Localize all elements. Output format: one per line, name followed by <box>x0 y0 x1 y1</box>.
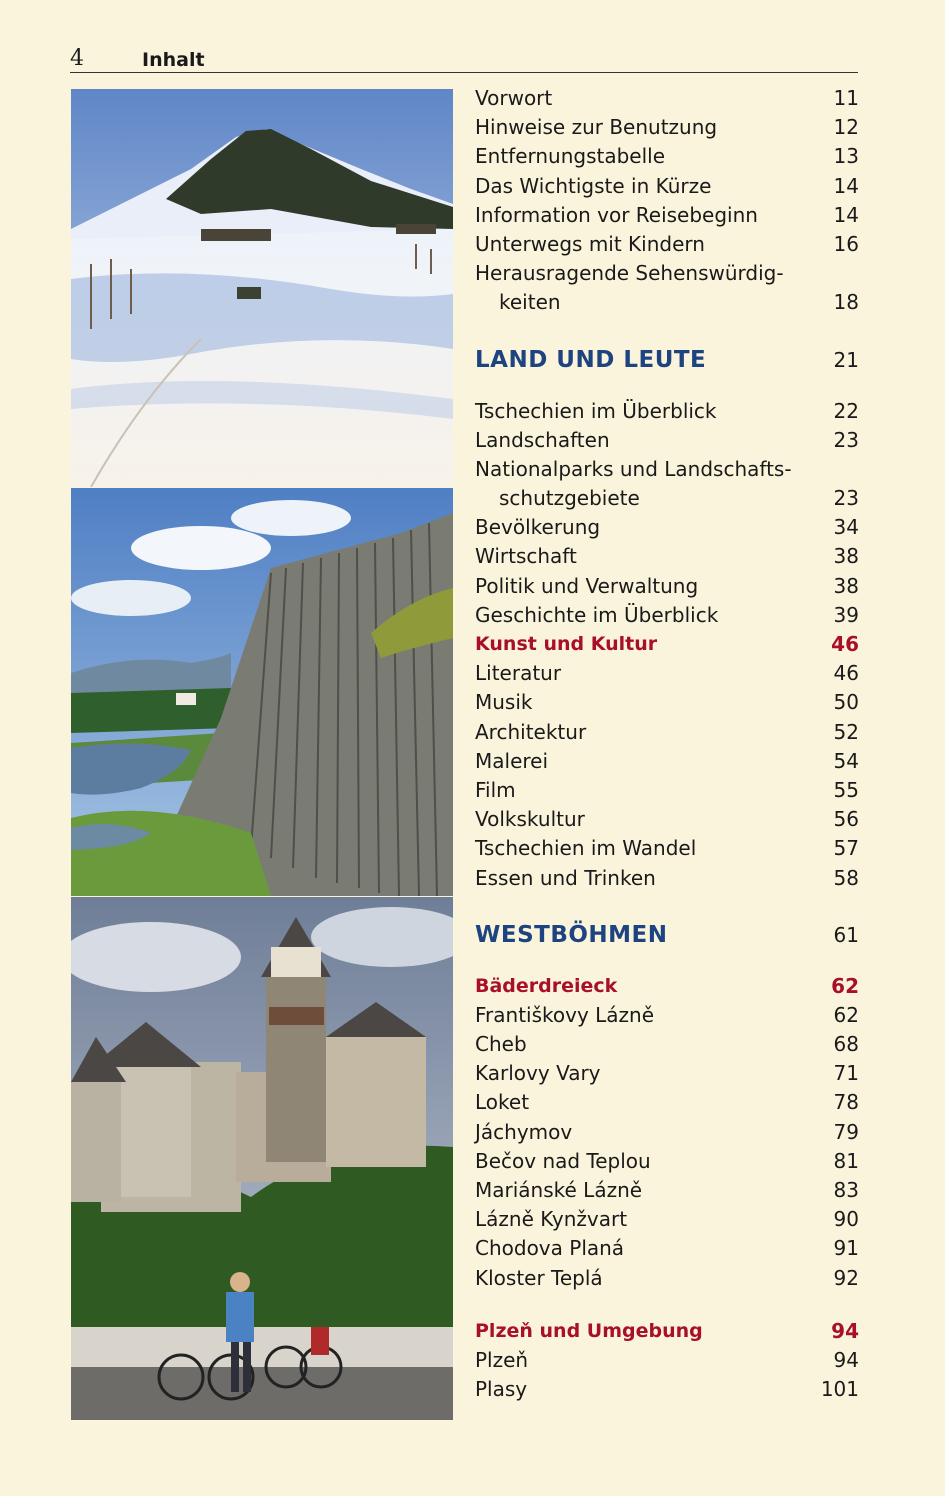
toc-entry[interactable] <box>475 864 859 893</box>
toc-entry-title: Chodova Planá <box>475 1236 625 1261</box>
toc-entry-page: 92 <box>833 1265 859 1290</box>
toc-entry[interactable] <box>475 1264 859 1293</box>
toc-entry-title: Musik <box>475 690 533 715</box>
toc-entry-page: 55 <box>833 777 859 802</box>
toc-entry[interactable] <box>475 718 859 747</box>
toc-entry[interactable] <box>475 1059 859 1088</box>
toc-entry[interactable] <box>475 455 859 484</box>
toc-entry[interactable] <box>475 776 859 805</box>
section-heading-kunst-und-kultur[interactable] <box>475 630 859 659</box>
toc-entry[interactable] <box>475 834 859 863</box>
toc-entry-title: LAND UND LEUTE <box>475 346 707 373</box>
toc-entry[interactable] <box>475 542 859 571</box>
toc-entry[interactable] <box>475 1176 859 1205</box>
toc-entry[interactable] <box>475 659 859 688</box>
toc-entry-continuation[interactable] <box>475 288 859 317</box>
chapter-heading-land-und-leute[interactable] <box>475 342 859 378</box>
toc-entry[interactable] <box>475 1088 859 1117</box>
toc-entry-page: 34 <box>833 515 859 540</box>
toc-entry-page: 38 <box>833 544 859 569</box>
toc-entry-title: Landschaften <box>475 427 610 452</box>
toc-entry[interactable] <box>475 397 859 426</box>
toc-entry-page: 94 <box>833 1347 859 1372</box>
toc-entry-title: schutzgebiete <box>499 486 640 511</box>
toc-entry-title: Kunst und Kultur <box>475 633 658 655</box>
toc-entry[interactable] <box>475 805 859 834</box>
toc-entry[interactable] <box>475 688 859 717</box>
toc-entry[interactable] <box>475 259 859 288</box>
toc-entry-continuation[interactable] <box>475 484 859 513</box>
toc-entry-title: Malerei <box>475 748 549 773</box>
toc-entry-page: 38 <box>833 573 859 598</box>
toc-entry-title: Unterwegs mit Kindern <box>475 231 705 256</box>
toc-entry-title: Plzeň <box>475 1347 529 1372</box>
page-number: 4 <box>70 46 84 71</box>
toc-entry-page: 11 <box>833 86 859 110</box>
toc-entry-title: Entfernungstabelle <box>475 144 666 169</box>
toc-entry[interactable] <box>475 747 859 776</box>
toc-entry-page: 78 <box>833 1090 859 1115</box>
header-title: Inhalt <box>142 49 205 71</box>
section-heading-baederdreieck[interactable] <box>475 972 859 1001</box>
toc-entry[interactable] <box>475 1147 859 1176</box>
toc-entry-title: Tschechien im Wandel <box>475 836 697 861</box>
toc-entry-title: WESTBÖHMEN <box>475 921 668 948</box>
toc-entry-title: Essen und Trinken <box>475 865 656 890</box>
photo-column <box>71 89 453 1420</box>
toc-entry-title: keiten <box>499 290 561 315</box>
toc-entry-page: 54 <box>833 748 859 773</box>
toc-entry[interactable] <box>475 1205 859 1234</box>
table-of-contents <box>475 84 859 1404</box>
toc-entry-title: Loket <box>475 1090 530 1115</box>
toc-entry-page: 90 <box>833 1207 859 1232</box>
toc-entry-page: 23 <box>833 486 859 511</box>
toc-entry-page: 39 <box>833 602 859 627</box>
toc-entry-page: 23 <box>833 427 859 452</box>
section-heading-plzen-und-umgebung[interactable] <box>475 1317 859 1346</box>
toc-entry-page: 57 <box>833 836 859 861</box>
toc-entry-page: 68 <box>833 1032 859 1057</box>
toc-entry-page: 50 <box>833 690 859 715</box>
toc-entry-title: Geschichte im Überblick <box>475 602 719 627</box>
toc-entry-title: Jáchymov <box>475 1119 573 1144</box>
toc-entry[interactable] <box>475 1234 859 1263</box>
toc-entry-page: 62 <box>833 1002 859 1027</box>
toc-entry-title: Bäderdreieck <box>475 974 618 997</box>
toc-entry[interactable] <box>475 1346 859 1375</box>
toc-entry-title: Kloster Teplá <box>475 1265 603 1290</box>
toc-entry-title: Plzeň und Umgebung <box>475 1319 703 1342</box>
toc-entry[interactable] <box>475 1118 859 1147</box>
toc-entry[interactable] <box>475 426 859 455</box>
toc-entry-title: Herausragende Sehenswürdig- <box>475 261 784 286</box>
toc-entry-page: 83 <box>833 1178 859 1202</box>
toc-entry-page: 71 <box>833 1061 859 1086</box>
toc-entry-page: 14 <box>833 173 859 198</box>
toc-entry[interactable] <box>475 230 859 259</box>
toc-entry[interactable] <box>475 1375 859 1404</box>
toc-entry-page: 62 <box>831 973 859 998</box>
toc-entry-page: 21 <box>833 347 859 372</box>
toc-entry-page: 94 <box>831 1318 859 1343</box>
toc-entry-page: 46 <box>831 632 859 656</box>
toc-entry-page: 56 <box>833 807 859 832</box>
toc-entry-page: 61 <box>833 922 859 947</box>
toc-entry-title: Bevölkerung <box>475 515 601 540</box>
toc-entry-page: 101 <box>820 1377 859 1402</box>
toc-entry[interactable] <box>475 201 859 230</box>
chapter-heading-westboehmen[interactable] <box>475 917 859 953</box>
toc-entry-title: Volkskultur <box>475 807 585 832</box>
toc-entry-title: Plasy <box>475 1377 528 1402</box>
toc-entry-page: 79 <box>833 1119 859 1144</box>
toc-entry-page: 58 <box>833 865 859 890</box>
toc-entry-page: 46 <box>833 661 859 686</box>
toc-entry[interactable] <box>475 84 859 113</box>
toc-entry-title: Cheb <box>475 1032 527 1057</box>
toc-entry-title: Hinweise zur Benutzung <box>475 115 718 140</box>
toc-entry[interactable] <box>475 601 859 630</box>
loket-castle-cyclists-photo <box>71 897 453 1420</box>
toc-entry-title: Vorwort <box>475 86 553 110</box>
toc-entry-page: 14 <box>833 202 859 227</box>
toc-entry-title: Information vor Reisebeginn <box>475 202 758 227</box>
toc-entry-title: Literatur <box>475 661 562 686</box>
toc-entry[interactable] <box>475 113 859 142</box>
toc-entry-title: Nationalparks und Landschafts- <box>475 456 792 481</box>
winter-mountain-landscape-photo <box>71 89 453 487</box>
toc-entry-title: Mariánské Lázně <box>475 1178 643 1202</box>
toc-entry-page: 16 <box>833 231 859 256</box>
toc-entry-title: Wirtschaft <box>475 544 577 569</box>
toc-entry-page: 18 <box>833 290 859 315</box>
toc-entry[interactable] <box>475 172 859 201</box>
toc-entry[interactable] <box>475 1001 859 1030</box>
toc-entry-title: Karlovy Vary <box>475 1061 601 1086</box>
toc-entry-page: 12 <box>833 115 859 140</box>
page-header <box>70 46 858 73</box>
toc-entry-page: 13 <box>833 144 859 169</box>
toc-entry[interactable] <box>475 142 859 171</box>
toc-entry-title: Das Wichtigste in Kürze <box>475 173 712 198</box>
toc-entry[interactable] <box>475 513 859 542</box>
toc-entry-title: Tschechien im Überblick <box>475 398 717 423</box>
toc-entry-title: Architektur <box>475 719 587 744</box>
toc-entry-page: 91 <box>833 1236 859 1261</box>
basalt-columns-cliff-photo <box>71 488 453 896</box>
toc-entry-page: 81 <box>833 1148 859 1173</box>
toc-entry-title: Františkovy Lázně <box>475 1002 655 1027</box>
toc-entry[interactable] <box>475 1030 859 1059</box>
toc-entry-page: 22 <box>833 398 859 423</box>
toc-entry-page: 52 <box>833 719 859 744</box>
toc-entry-title: Bečov nad Teplou <box>475 1148 651 1173</box>
toc-entry[interactable] <box>475 572 859 601</box>
toc-entry-title: Lázně Kynžvart <box>475 1207 628 1232</box>
toc-entry-title: Politik und Verwaltung <box>475 573 699 598</box>
toc-entry-title: Film <box>475 777 516 802</box>
